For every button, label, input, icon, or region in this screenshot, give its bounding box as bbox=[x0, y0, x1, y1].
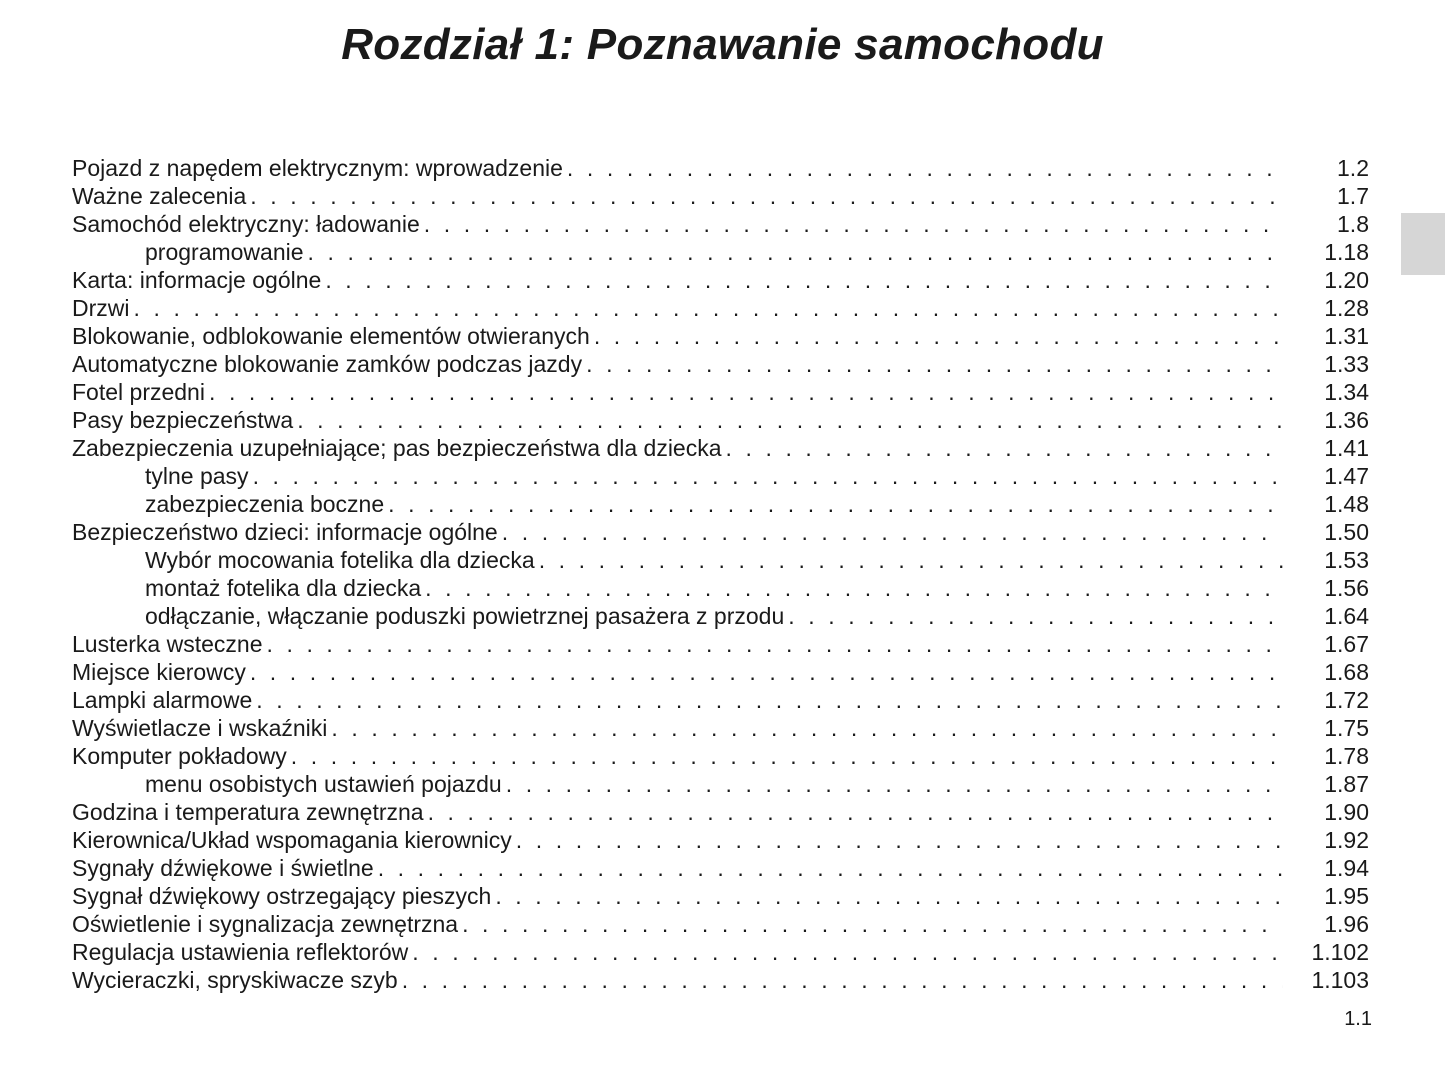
toc-entry-page: 1.96 bbox=[1324, 911, 1369, 937]
toc-entry[interactable] bbox=[72, 238, 1369, 266]
toc-dot-leader bbox=[250, 182, 1283, 210]
toc-entry[interactable] bbox=[72, 742, 1369, 770]
toc-entry[interactable] bbox=[72, 938, 1369, 966]
toc-entry-label: Karta: informacje ogólne bbox=[72, 267, 322, 293]
toc-dot-leader bbox=[253, 462, 1283, 490]
toc-dot-leader bbox=[586, 350, 1283, 378]
toc-entry-label: montaż fotelika dla dziecka bbox=[145, 575, 422, 601]
toc-entry[interactable] bbox=[72, 518, 1369, 546]
toc-entry-label: Oświetlenie i sygnalizacja zewnętrzna bbox=[72, 911, 459, 937]
toc-entry-page: 1.95 bbox=[1324, 883, 1369, 909]
toc-entry-label: Bezpieczeństwo dzieci: informacje ogólne bbox=[72, 519, 498, 545]
toc-dot-leader bbox=[502, 518, 1283, 546]
toc-entry-label: Pasy bezpieczeństwa bbox=[72, 407, 294, 433]
toc-entry-page: 1.53 bbox=[1324, 547, 1369, 573]
toc-dot-leader bbox=[539, 546, 1283, 574]
toc-entry-label: Godzina i temperatura zewnętrzna bbox=[72, 799, 424, 825]
toc-dot-leader bbox=[266, 630, 1283, 658]
toc-entry-label: Blokowanie, odblokowanie elementów otwieranych bbox=[72, 323, 590, 349]
toc-entry-label: Lampki alarmowe bbox=[72, 687, 253, 713]
toc-entry-label: odłączanie, włączanie poduszki powietrznej pasażera z przodu bbox=[145, 603, 785, 629]
toc-entry[interactable] bbox=[72, 854, 1369, 882]
toc-entry-label: Ważne zalecenia bbox=[72, 183, 247, 209]
toc-entry-page: 1.64 bbox=[1324, 603, 1369, 629]
toc-dot-leader bbox=[726, 434, 1283, 462]
toc-entry-page: 1.41 bbox=[1324, 435, 1369, 461]
toc-entry[interactable] bbox=[72, 574, 1369, 602]
toc-entry-label: Wycieraczki, spryskiwacze szyb bbox=[72, 967, 398, 993]
toc-entry-label: Pojazd z napędem elektrycznym: wprowadzenie bbox=[72, 155, 563, 181]
toc-dot-leader bbox=[256, 686, 1283, 714]
toc-entry[interactable] bbox=[72, 630, 1369, 658]
toc-entry-page: 1.18 bbox=[1324, 239, 1369, 265]
toc-entry[interactable] bbox=[72, 966, 1369, 994]
toc-entry-label: programowanie bbox=[145, 239, 304, 265]
toc-entry[interactable] bbox=[72, 658, 1369, 686]
toc-entry-page: 1.36 bbox=[1324, 407, 1369, 433]
toc-entry-page: 1.28 bbox=[1324, 295, 1369, 321]
toc-entry[interactable] bbox=[72, 266, 1369, 294]
toc-entry-label: menu osobistych ustawień pojazdu bbox=[145, 771, 502, 797]
toc-entry-page: 1.92 bbox=[1324, 827, 1369, 853]
toc-entry-label: Regulacja ustawienia reflektorów bbox=[72, 939, 409, 965]
toc-entry[interactable] bbox=[72, 154, 1369, 182]
toc-dot-leader bbox=[506, 770, 1283, 798]
page-number: 1.1 bbox=[1344, 1008, 1372, 1030]
toc-entry[interactable] bbox=[72, 686, 1369, 714]
toc-dot-leader bbox=[250, 658, 1283, 686]
toc-dot-leader bbox=[291, 742, 1283, 770]
toc-entry-page: 1.90 bbox=[1324, 799, 1369, 825]
toc-dot-leader bbox=[325, 266, 1283, 294]
toc-dot-leader bbox=[412, 938, 1283, 966]
toc-entry-label: Wybór mocowania fotelika dla dziecka bbox=[145, 547, 535, 573]
toc-entry-page: 1.20 bbox=[1324, 267, 1369, 293]
toc-dot-leader bbox=[425, 574, 1283, 602]
toc-entry[interactable] bbox=[72, 378, 1369, 406]
toc-entry-label: Fotel przedni bbox=[72, 379, 205, 405]
table-of-contents bbox=[72, 154, 1369, 994]
toc-entry[interactable] bbox=[72, 406, 1369, 434]
toc-entry-page: 1.50 bbox=[1324, 519, 1369, 545]
toc-entry[interactable] bbox=[72, 490, 1369, 518]
toc-entry[interactable] bbox=[72, 602, 1369, 630]
toc-dot-leader bbox=[424, 210, 1283, 238]
toc-entry[interactable] bbox=[72, 434, 1369, 462]
toc-entry-label: Zabezpieczenia uzupełniające; pas bezpieczeństwa dla dziecka bbox=[72, 435, 722, 461]
toc-entry-page: 1.2 bbox=[1337, 155, 1369, 181]
toc-entry-label: Wyświetlacze i wskaźniki bbox=[72, 715, 328, 741]
toc-entry-page: 1.72 bbox=[1324, 687, 1369, 713]
chapter-side-tab bbox=[1401, 213, 1445, 275]
toc-entry[interactable] bbox=[72, 770, 1369, 798]
toc-entry-label: Sygnał dźwiękowy ostrzegający pieszych bbox=[72, 883, 492, 909]
toc-dot-leader bbox=[788, 602, 1283, 630]
toc-dot-leader bbox=[516, 826, 1283, 854]
toc-entry-page: 1.102 bbox=[1311, 939, 1369, 965]
toc-entry[interactable] bbox=[72, 294, 1369, 322]
toc-entry-page: 1.75 bbox=[1324, 715, 1369, 741]
toc-entry-label: Samochód elektryczny: ładowanie bbox=[72, 211, 420, 237]
toc-dot-leader bbox=[308, 238, 1283, 266]
toc-entry[interactable] bbox=[72, 210, 1369, 238]
toc-entry-page: 1.7 bbox=[1337, 183, 1369, 209]
toc-entry-page: 1.31 bbox=[1324, 323, 1369, 349]
toc-dot-leader bbox=[378, 854, 1283, 882]
toc-dot-leader bbox=[402, 966, 1283, 994]
toc-dot-leader bbox=[209, 378, 1283, 406]
toc-dot-leader bbox=[134, 294, 1284, 322]
toc-dot-leader bbox=[462, 910, 1283, 938]
toc-entry-page: 1.103 bbox=[1311, 967, 1369, 993]
toc-entry-page: 1.34 bbox=[1324, 379, 1369, 405]
toc-entry[interactable] bbox=[72, 798, 1369, 826]
toc-entry-label: Sygnały dźwiękowe i świetlne bbox=[72, 855, 374, 881]
toc-entry-page: 1.48 bbox=[1324, 491, 1369, 517]
toc-entry-label: Kierownica/Układ wspomagania kierownicy bbox=[72, 827, 512, 853]
toc-entry-label: tylne pasy bbox=[145, 463, 249, 489]
toc-entry[interactable] bbox=[72, 462, 1369, 490]
toc-dot-leader bbox=[388, 490, 1283, 518]
toc-entry-label: Drzwi bbox=[72, 295, 130, 321]
toc-dot-leader bbox=[567, 154, 1283, 182]
toc-dot-leader bbox=[297, 406, 1283, 434]
toc-entry-page: 1.47 bbox=[1324, 463, 1369, 489]
toc-dot-leader bbox=[594, 322, 1283, 350]
toc-entry-page: 1.87 bbox=[1324, 771, 1369, 797]
toc-dot-leader bbox=[331, 714, 1283, 742]
toc-entry[interactable] bbox=[72, 882, 1369, 910]
toc-entry[interactable] bbox=[72, 714, 1369, 742]
toc-entry-label: zabezpieczenia boczne bbox=[145, 491, 385, 517]
toc-entry[interactable] bbox=[72, 182, 1369, 210]
toc-dot-leader bbox=[495, 882, 1283, 910]
toc-dot-leader bbox=[428, 798, 1283, 826]
toc-entry[interactable] bbox=[72, 322, 1369, 350]
toc-entry-page: 1.94 bbox=[1324, 855, 1369, 881]
toc-entry-page: 1.56 bbox=[1324, 575, 1369, 601]
toc-entry-label: Automatyczne blokowanie zamków podczas jazdy bbox=[72, 351, 583, 377]
toc-entry-page: 1.33 bbox=[1324, 351, 1369, 377]
toc-entry-label: Lusterka wsteczne bbox=[72, 631, 263, 657]
toc-entry[interactable] bbox=[72, 350, 1369, 378]
toc-entry[interactable] bbox=[72, 546, 1369, 574]
toc-entry-label: Miejsce kierowcy bbox=[72, 659, 246, 685]
toc-entry-label: Komputer pokładowy bbox=[72, 743, 287, 769]
toc-entry-page: 1.8 bbox=[1337, 211, 1369, 237]
toc-entry-page: 1.68 bbox=[1324, 659, 1369, 685]
toc-entry-page: 1.78 bbox=[1324, 743, 1369, 769]
toc-entry-page: 1.67 bbox=[1324, 631, 1369, 657]
toc-entry[interactable] bbox=[72, 910, 1369, 938]
toc-entry[interactable] bbox=[72, 826, 1369, 854]
chapter-title: Rozdział 1: Poznawanie samochodu bbox=[341, 20, 1104, 69]
